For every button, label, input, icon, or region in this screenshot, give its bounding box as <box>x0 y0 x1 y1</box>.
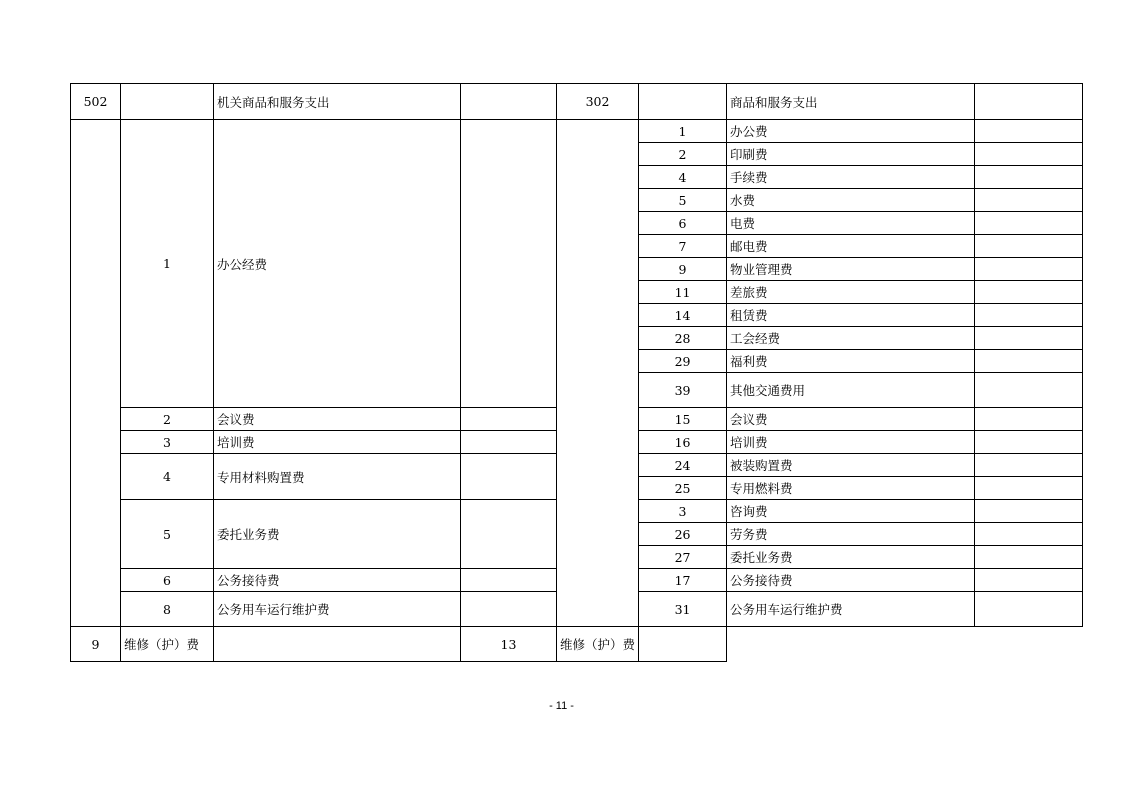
right-item-name: 其他交通费用 <box>727 373 975 408</box>
right-item-num: 1 <box>639 120 727 143</box>
right-item-num: 4 <box>639 166 727 189</box>
right-note-cell <box>975 189 1083 212</box>
right-note-cell <box>975 477 1083 500</box>
right-item-num: 27 <box>639 546 727 569</box>
right-item-name: 租赁费 <box>727 304 975 327</box>
right-note-cell <box>975 304 1083 327</box>
right-item-num: 31 <box>639 592 727 627</box>
left-item-name: 专用材料购置费 <box>214 454 461 500</box>
right-note-cell <box>639 627 727 662</box>
right-item-num: 25 <box>639 477 727 500</box>
right-item-name: 手续费 <box>727 166 975 189</box>
right-item-name: 工会经费 <box>727 327 975 350</box>
right-note-cell <box>975 454 1083 477</box>
right-note-cell <box>975 500 1083 523</box>
left-note-cell <box>214 627 461 662</box>
left-item-name: 维修（护）费 <box>121 627 214 662</box>
right-item-name: 印刷费 <box>727 143 975 166</box>
right-item-name: 邮电费 <box>727 235 975 258</box>
right-item-name: 差旅费 <box>727 281 975 304</box>
left-item-num: 9 <box>71 627 121 662</box>
table-row <box>71 627 1083 662</box>
left-note-cell <box>461 431 557 454</box>
right-item-name: 公务接待费 <box>727 569 975 592</box>
right-item-num: 14 <box>639 304 727 327</box>
left-note-cell <box>461 454 557 500</box>
right-note-cell <box>975 166 1083 189</box>
right-item-name: 公务用车运行维护费 <box>727 592 975 627</box>
right-note-cell <box>975 546 1083 569</box>
right-note-cell <box>975 258 1083 281</box>
right-item-num: 26 <box>639 523 727 546</box>
right-class-code <box>557 120 639 627</box>
right-item-num: 17 <box>639 569 727 592</box>
right-item-name: 电费 <box>727 212 975 235</box>
right-item-num: 9 <box>639 258 727 281</box>
right-note-cell <box>975 281 1083 304</box>
left-note-cell <box>461 569 557 592</box>
right-item-num: 6 <box>639 212 727 235</box>
right-note-cell <box>975 143 1083 166</box>
left-note-cell <box>461 408 557 431</box>
right-note-cell <box>975 120 1083 143</box>
right-note-cell <box>975 350 1083 373</box>
table-row-header <box>71 84 1083 120</box>
left-item-num: 8 <box>121 592 214 627</box>
right-item-num: 15 <box>639 408 727 431</box>
left-class-name: 机关商品和服务支出 <box>214 84 461 120</box>
left-item-num: 4 <box>121 454 214 500</box>
left-item-num: 6 <box>121 569 214 592</box>
right-item-num: 28 <box>639 327 727 350</box>
right-item-num: 7 <box>639 235 727 258</box>
left-item-name: 办公经费 <box>214 120 461 408</box>
right-item-num: 11 <box>639 281 727 304</box>
right-class-code: 302 <box>557 84 639 120</box>
right-item-num: 16 <box>639 431 727 454</box>
right-item-name: 委托业务费 <box>727 546 975 569</box>
left-item-name: 会议费 <box>214 408 461 431</box>
right-item-name: 培训费 <box>727 431 975 454</box>
right-note-cell <box>975 235 1083 258</box>
right-note-cell <box>975 592 1083 627</box>
right-item-code <box>639 84 727 120</box>
right-item-name: 会议费 <box>727 408 975 431</box>
right-item-num: 13 <box>461 627 557 662</box>
page-number: - 11 - <box>549 700 574 712</box>
right-item-name: 专用燃料费 <box>727 477 975 500</box>
right-item-name: 水费 <box>727 189 975 212</box>
left-item-num: 3 <box>121 431 214 454</box>
right-note-cell <box>975 327 1083 350</box>
right-item-num: 39 <box>639 373 727 408</box>
left-item-name: 委托业务费 <box>214 500 461 569</box>
left-class-code <box>71 120 121 627</box>
left-item-name: 公务用车运行维护费 <box>214 592 461 627</box>
right-note-cell <box>975 84 1083 120</box>
right-note-cell <box>975 408 1083 431</box>
right-item-num: 5 <box>639 189 727 212</box>
right-note-cell <box>975 523 1083 546</box>
left-item-num: 5 <box>121 500 214 569</box>
left-item-num: 2 <box>121 408 214 431</box>
left-item-name: 培训费 <box>214 431 461 454</box>
right-item-name: 劳务费 <box>727 523 975 546</box>
right-item-name: 办公费 <box>727 120 975 143</box>
right-item-num: 24 <box>639 454 727 477</box>
right-item-name: 福利费 <box>727 350 975 373</box>
right-class-name: 商品和服务支出 <box>727 84 975 120</box>
left-note-cell <box>461 500 557 569</box>
classification-mapping-table <box>70 83 1083 662</box>
right-item-name: 咨询费 <box>727 500 975 523</box>
right-note-cell <box>975 431 1083 454</box>
right-item-name: 维修（护）费 <box>557 627 639 662</box>
right-item-name: 被装购置费 <box>727 454 975 477</box>
left-item-code <box>121 84 214 120</box>
left-note-cell <box>461 84 557 120</box>
left-item-num: 1 <box>121 120 214 408</box>
right-item-num: 2 <box>639 143 727 166</box>
left-item-name: 公务接待费 <box>214 569 461 592</box>
right-item-name: 物业管理费 <box>727 258 975 281</box>
right-note-cell <box>975 373 1083 408</box>
table-row <box>71 120 1083 143</box>
right-item-num: 3 <box>639 500 727 523</box>
left-note-cell <box>461 120 557 408</box>
right-note-cell <box>975 212 1083 235</box>
left-class-code: 502 <box>71 84 121 120</box>
right-item-num: 29 <box>639 350 727 373</box>
right-note-cell <box>975 569 1083 592</box>
left-note-cell <box>461 592 557 627</box>
